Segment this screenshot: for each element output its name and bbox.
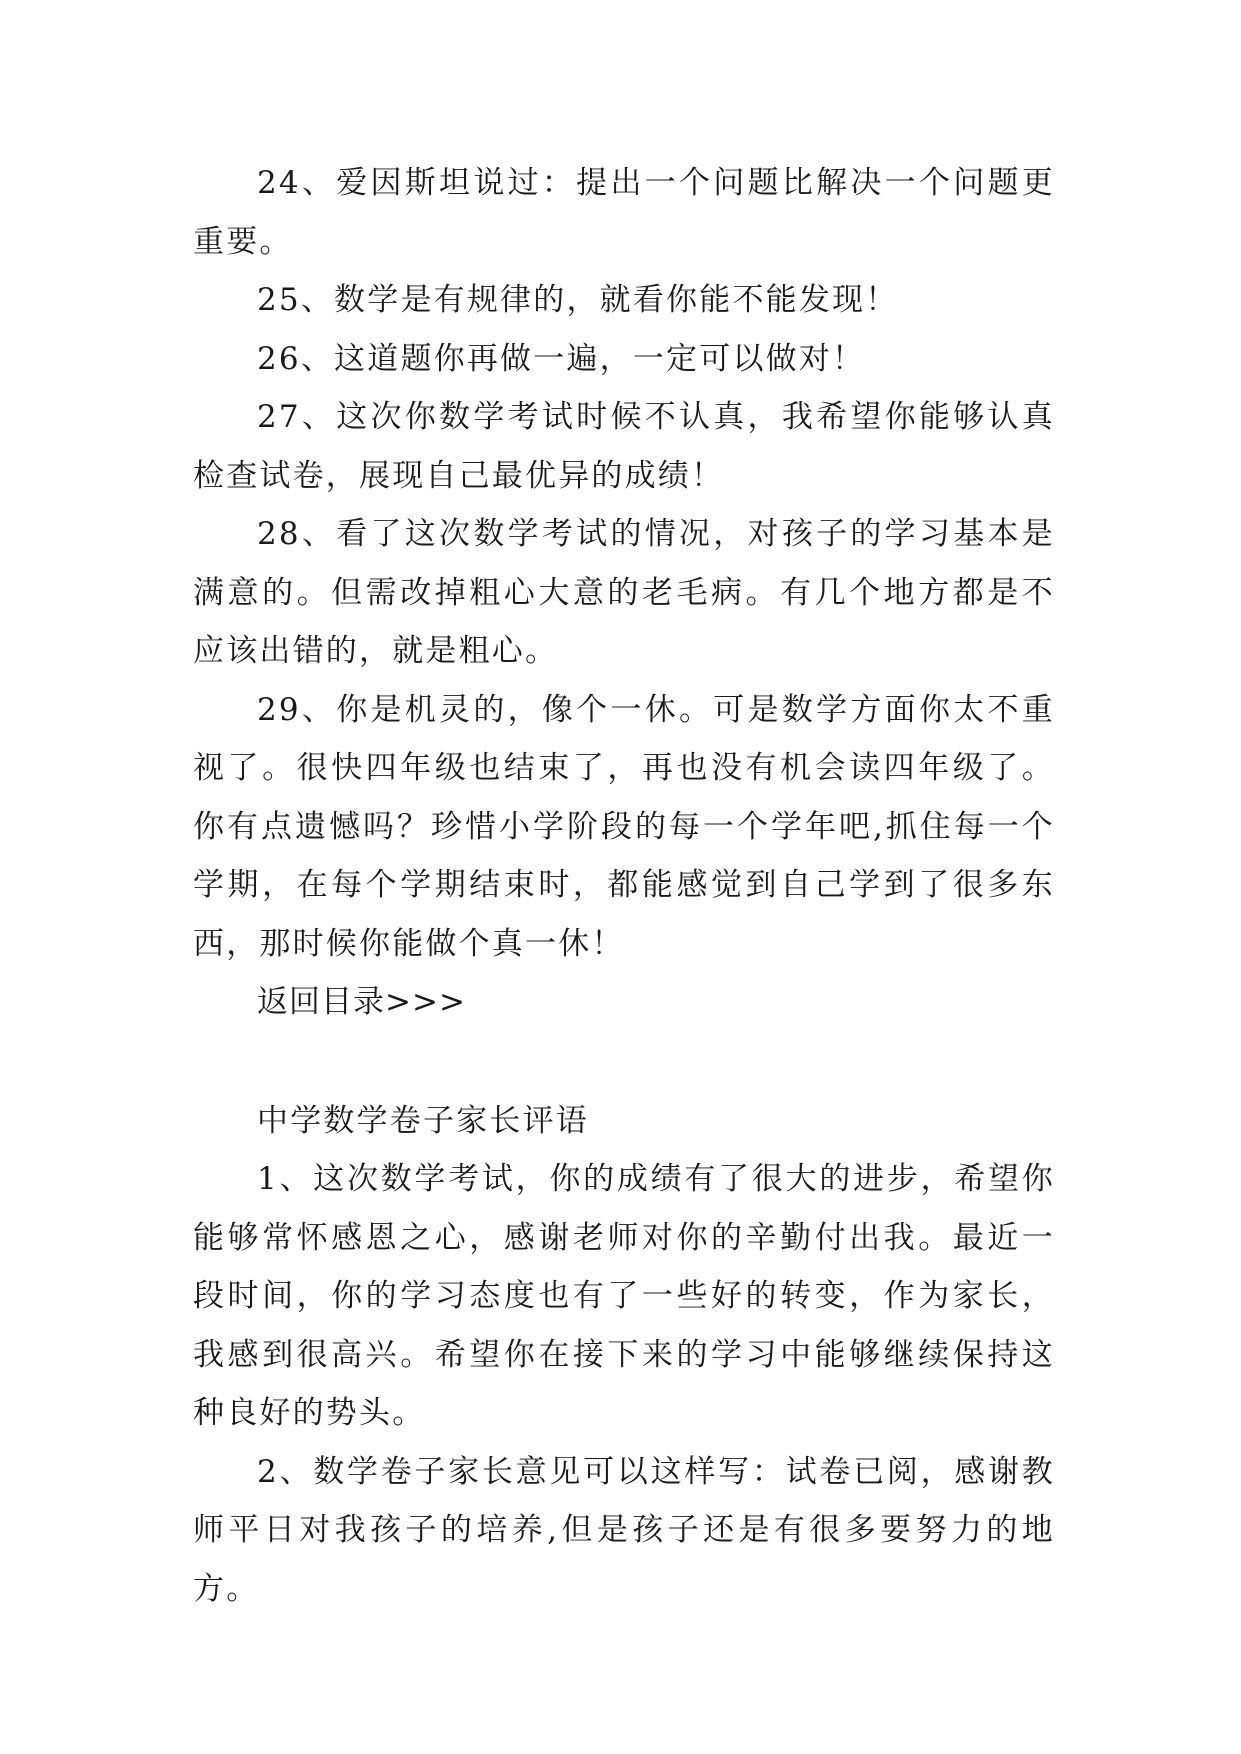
comment-26: 26、这道题你再做一遍，一定可以做对！: [257, 340, 866, 377]
comment-1: 1、这次数学考试，你的成绩有了很大的进步，希望你能够常怀感恩之心，感谢老师对你的辛勤付出我。最近一段时间，你的学习态度也有了一些好的转变，作为家长，我感到很高兴。希望你在接下来的学习中能够继续保持这种良好的势头。: [193, 1161, 1055, 1431]
back-to-toc-link[interactable]: 返回目录>>>: [257, 984, 466, 1020]
comment-29: 29、你是机灵的，像个一休。可是数学方面你太不重视了。很快四年级也结束了，再也没有机会读四年级了。你有点遗憾吗？珍惜小学阶段的每一个学年吧,抓住每一个学期，在每个学期结束时，都能感觉到自己学到了很多东西，那时候你能做个真一休！: [193, 691, 1055, 962]
section-title: 中学数学卷子家长评语: [257, 1102, 589, 1139]
comment-25: 25、数学是有规律的，就看你能不能发现！: [257, 282, 899, 318]
comment-28: 28、看了这次数学考试的情况，对孩子的学习基本是满意的。但需改掉粗心大意的老毛病。有几个地方都是不应该出错的，就是粗心。: [193, 516, 1055, 669]
comment-24: 24、爱因斯坦说过：提出一个问题比解决一个问题更重要。: [193, 165, 1055, 260]
document-page: [193, 154, 1055, 1618]
comment-2: 2、数学卷子家长意见可以这样写：试卷已阅，感谢教师平日对我孩子的培养,但是孩子还是有很多要努力的地方。: [193, 1453, 1055, 1607]
comment-27: 27、这次你数学考试时候不认真，我希望你能够认真检查试卷，展现自己最优异的成绩！: [193, 399, 1055, 494]
